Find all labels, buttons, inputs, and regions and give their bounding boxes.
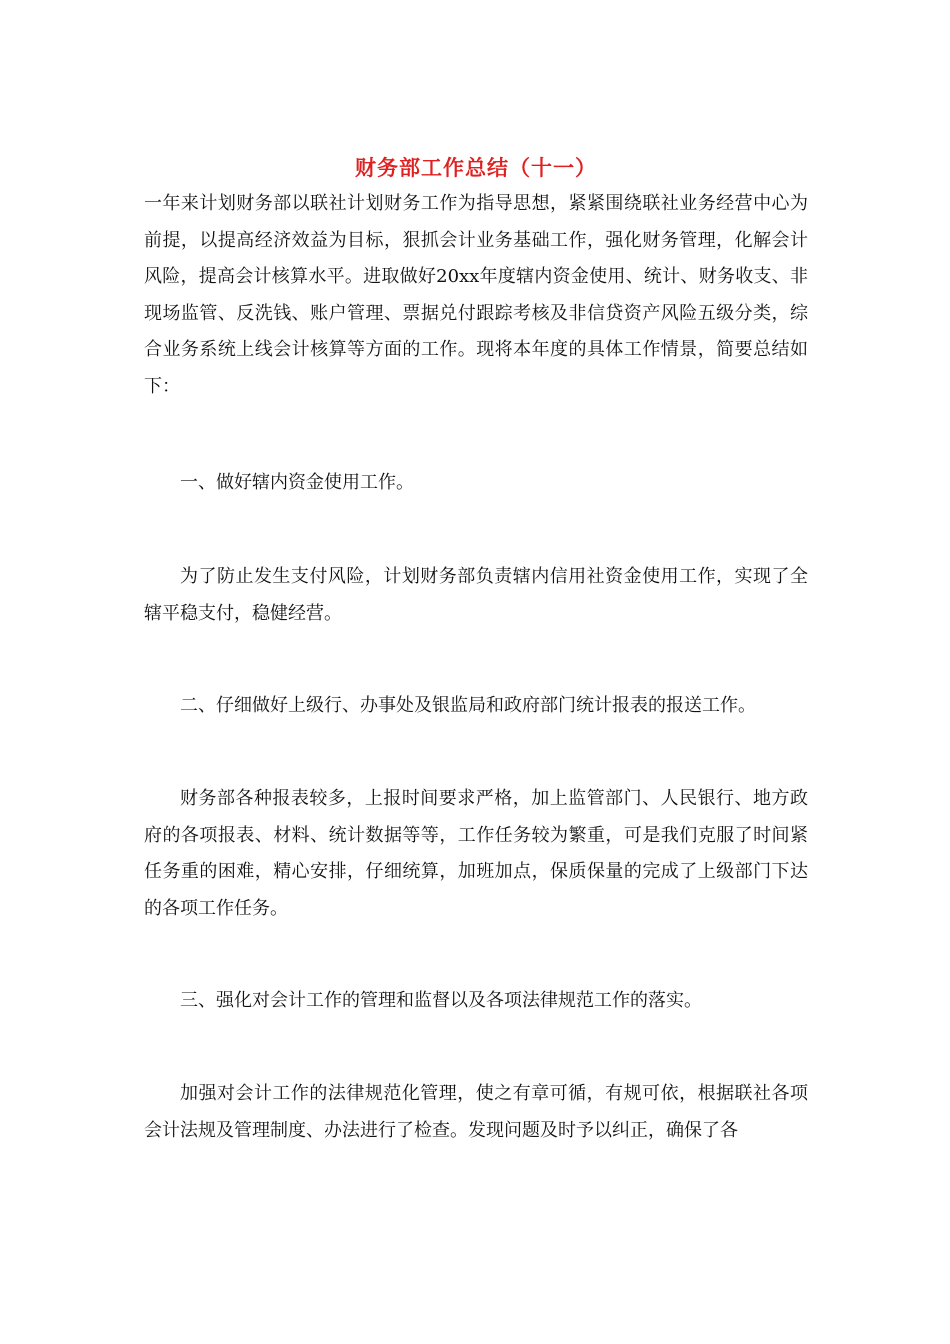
section-body-3: 加强对会计工作的法律规范化管理，使之有章可循，有规可依，根据联社各项会计法规及管理制度、办法进行了检查。发现问题及时予以纠正，确保了各 [144,1082,808,1141]
section-body-2: 财务部各种报表较多，上报时间要求严格，加上监管部门、人民银行、地方政府的各项报表、材料、统计数据等等，工作任务较为繁重，可是我们克服了时间紧任务重的困难，精心安排，仔细统算，加班加点，保质保量的完成了上级部门下达的各项工作任务。 [144,787,808,919]
document-body [144,150,808,1149]
document-title: 财务部工作总结（十一） [355,156,597,180]
section-body-1: 为了防止发生支付风险，计划财务部负责辖内信用社资金使用工作，实现了全辖平稳支付，稳健经营。 [144,566,808,624]
section-heading-1: 一、做好辖内资金使用工作。 [180,471,414,493]
intro-paragraph: 一年来计划财务部以联社计划财务工作为指导思想，紧紧围绕联社业务经营中心为前提，以提高经济效益为目标，狠抓会计业务基础工作，强化财务管理，化解会计风险，提高会计核算水平。进取做好20xx年度辖内资金使用、统计、财务收支、非现场监管、反洗钱、账户管理、票据兑付跟踪考核及非信贷资产风险五级分类，综合业务系统上线会计核算等方面的工作。现将本年度的具体工作情景，简要总结如下： [144,193,808,397]
section-heading-2: 二、仔细做好上级行、办事处及银监局和政府部门统计报表的报送工作。 [180,695,756,717]
section-heading-3: 三、强化对会计工作的管理和监督以及各项法律规范工作的落实。 [180,990,702,1012]
